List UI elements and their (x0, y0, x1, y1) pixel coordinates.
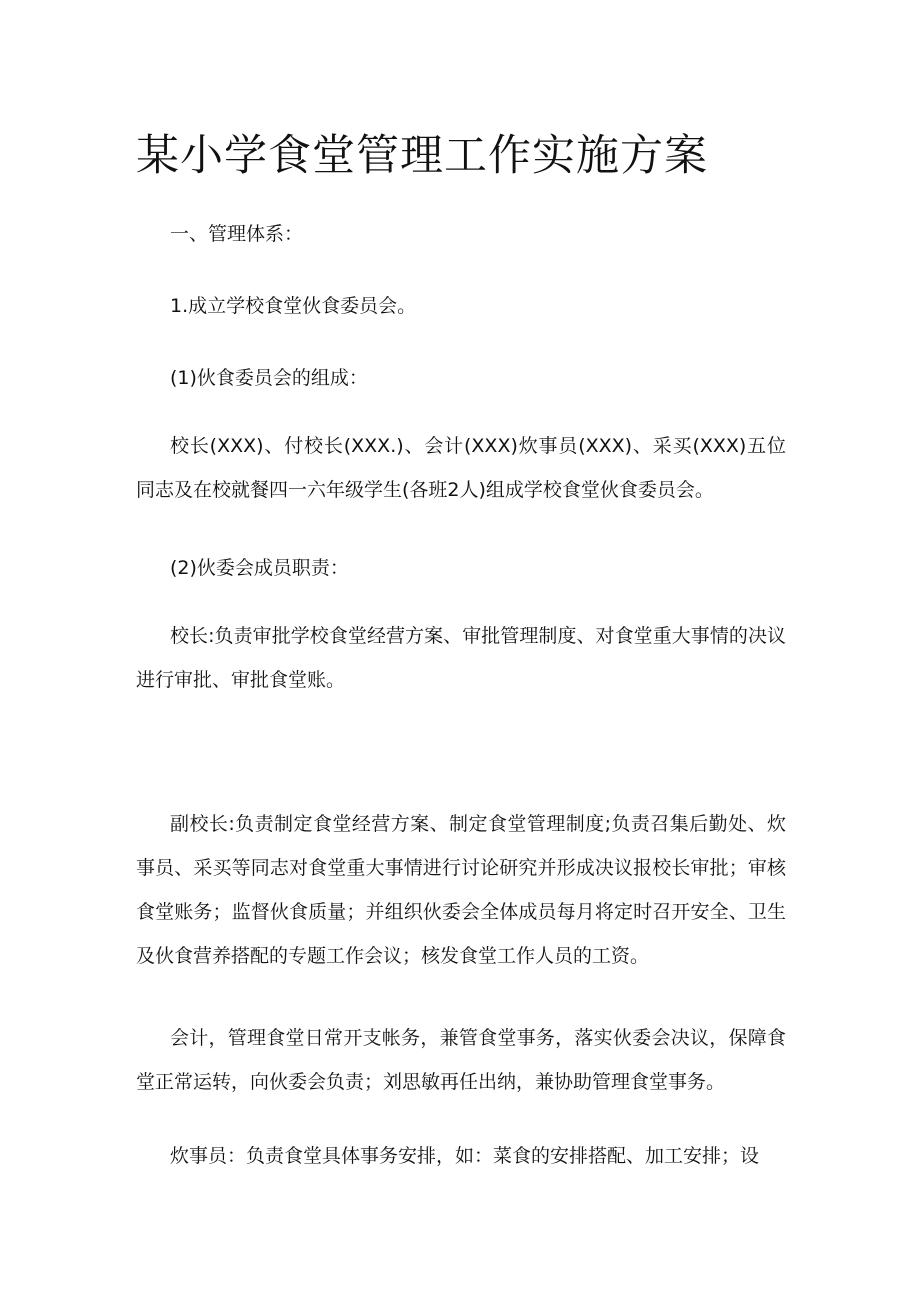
subheading-member-duties: (2)伙委会成员职责： (170, 557, 349, 579)
paragraph-vice-principal-duties: 副校长:负责制定食堂经营方案、制定食堂管理制度;负责召集后勤处、炊事员、采买等同志对食堂重大事情进行讨论研究并形成决议报校长审批；审核食堂账务；监督伙食质量；并组织伙委会全体成员每月将定时召开安全、卫生及伙食营养搭配的专题工作会议；核发食堂工作人员的工资。 (136, 813, 786, 967)
section-heading-management-system: 一、管理体系： (170, 223, 304, 245)
subheading-committee-composition: (1)伙食委员会的组成： (170, 367, 368, 389)
paragraph-cook-duties: 炊事员：负责食堂具体事务安排，如：菜食的安排搭配、加工安排；设 (170, 1145, 760, 1167)
item-heading-committee: 1.成立学校食堂伙食委员会。 (170, 295, 417, 317)
paragraph-accountant-duties: 会计，管理食堂日常开支帐务，兼管食堂事务，落实伙委会决议，保障食堂正常运转，向伙委会负责；刘思敏再任出纳，兼协助管理食堂事务。 (136, 1027, 786, 1093)
paragraph-principal-duties: 校长:负责审批学校食堂经营方案、审批管理制度、对食堂重大事情的决议进行审批、审批食堂账。 (136, 625, 786, 691)
paragraph-committee-members: 校长(XXX)、付校长(XXX.)、会计(XXX)炊事员(XXX)、采买(XXX)五位同志及在校就餐四一六年级学生(各班2人)组成学校食堂伙食委员会。 (136, 435, 786, 501)
document-title: 某小学食堂管理工作实施方案 (136, 131, 708, 181)
